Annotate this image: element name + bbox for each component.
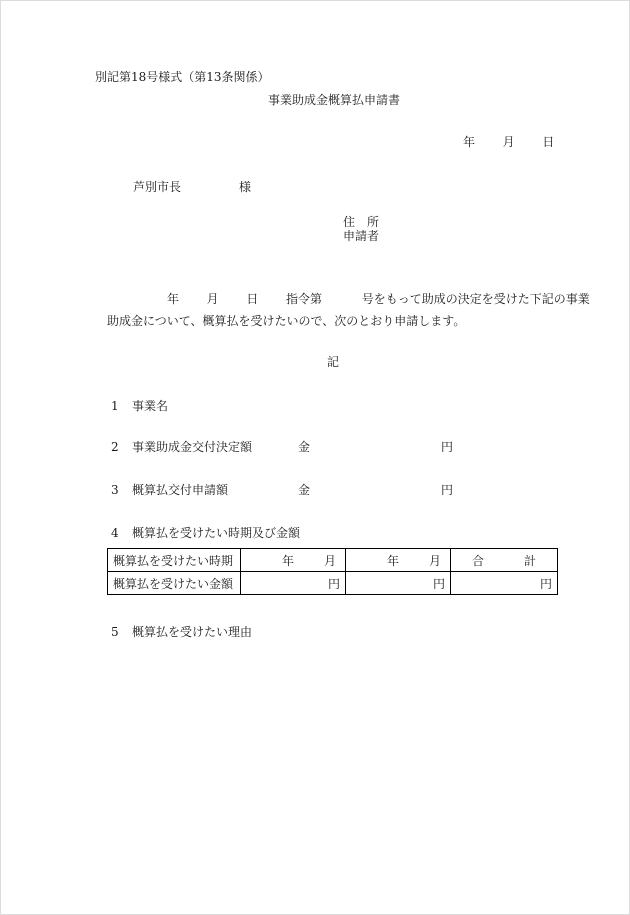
addressee-name: 芦別市長 xyxy=(133,180,182,194)
body-year-label: 年 xyxy=(167,292,180,306)
date-month-label: 月 xyxy=(502,135,515,149)
period-row-label: 概算払を受けたい時期 xyxy=(108,549,241,572)
item2-number: 2 xyxy=(111,440,119,454)
item2-kin: 金 xyxy=(298,440,311,454)
item1-number: 1 xyxy=(111,399,119,413)
total-header-cell xyxy=(451,549,558,572)
item5-number: 5 xyxy=(111,625,119,639)
item5-label: 概算払を受けたい理由 xyxy=(132,625,253,639)
period-cell-2[interactable] xyxy=(346,549,451,572)
period1-year-label: 年 xyxy=(281,553,294,568)
applicant-label: 申請者 xyxy=(343,229,380,243)
ki-heading: 記 xyxy=(327,355,340,369)
item3-number: 3 xyxy=(111,483,119,497)
body-line-1-rest: 号をもって助成の決定を受けた下記の事業 xyxy=(361,292,590,306)
order-number-prefix: 指令第 xyxy=(286,292,323,306)
amount-cell-1[interactable] xyxy=(241,572,346,595)
total-label-b: 計 xyxy=(524,553,537,568)
submission-date xyxy=(463,135,554,149)
item3-yen: 円 xyxy=(441,483,454,497)
body-line-2: 助成金について、概算払を受けたいので、次のとおり申請します。 xyxy=(107,314,466,328)
body-month-label: 月 xyxy=(206,292,219,306)
form-number-label: 別記第18号様式（第13条関係） xyxy=(95,70,270,84)
total-label-a: 合 xyxy=(471,553,484,568)
document-title: 事業助成金概算払申請書 xyxy=(268,93,401,107)
item3-kin: 金 xyxy=(298,483,311,497)
amount1-yen: 円 xyxy=(327,576,340,591)
period2-month-label: 月 xyxy=(428,553,441,568)
item4-label: 概算払を受けたい時期及び金額 xyxy=(132,526,301,540)
date-year-label: 年 xyxy=(463,135,476,149)
amount-row-label: 概算払を受けたい金額 xyxy=(108,572,241,595)
amount-cell-2[interactable] xyxy=(346,572,451,595)
amount-total-cell[interactable] xyxy=(451,572,558,595)
addressee-honorific: 様 xyxy=(239,180,252,194)
period-cell-1[interactable] xyxy=(241,549,346,572)
period2-year-label: 年 xyxy=(386,553,399,568)
date-day-label: 日 xyxy=(542,135,555,149)
amount-total-yen: 円 xyxy=(539,576,552,591)
address-label: 住 所 xyxy=(343,215,380,229)
item2-yen: 円 xyxy=(441,440,454,454)
body-day-label: 日 xyxy=(246,292,259,306)
item4-number: 4 xyxy=(111,526,119,540)
item3-label: 概算払交付申請額 xyxy=(132,483,229,497)
table-row xyxy=(108,549,558,572)
amount2-yen: 円 xyxy=(432,576,445,591)
advance-payment-table xyxy=(107,548,558,595)
table-row xyxy=(108,572,558,595)
item1-label: 事業名 xyxy=(132,399,169,413)
item2-label: 事業助成金交付決定額 xyxy=(132,440,253,454)
period1-month-label: 月 xyxy=(323,553,336,568)
body-line-1 xyxy=(167,292,590,306)
